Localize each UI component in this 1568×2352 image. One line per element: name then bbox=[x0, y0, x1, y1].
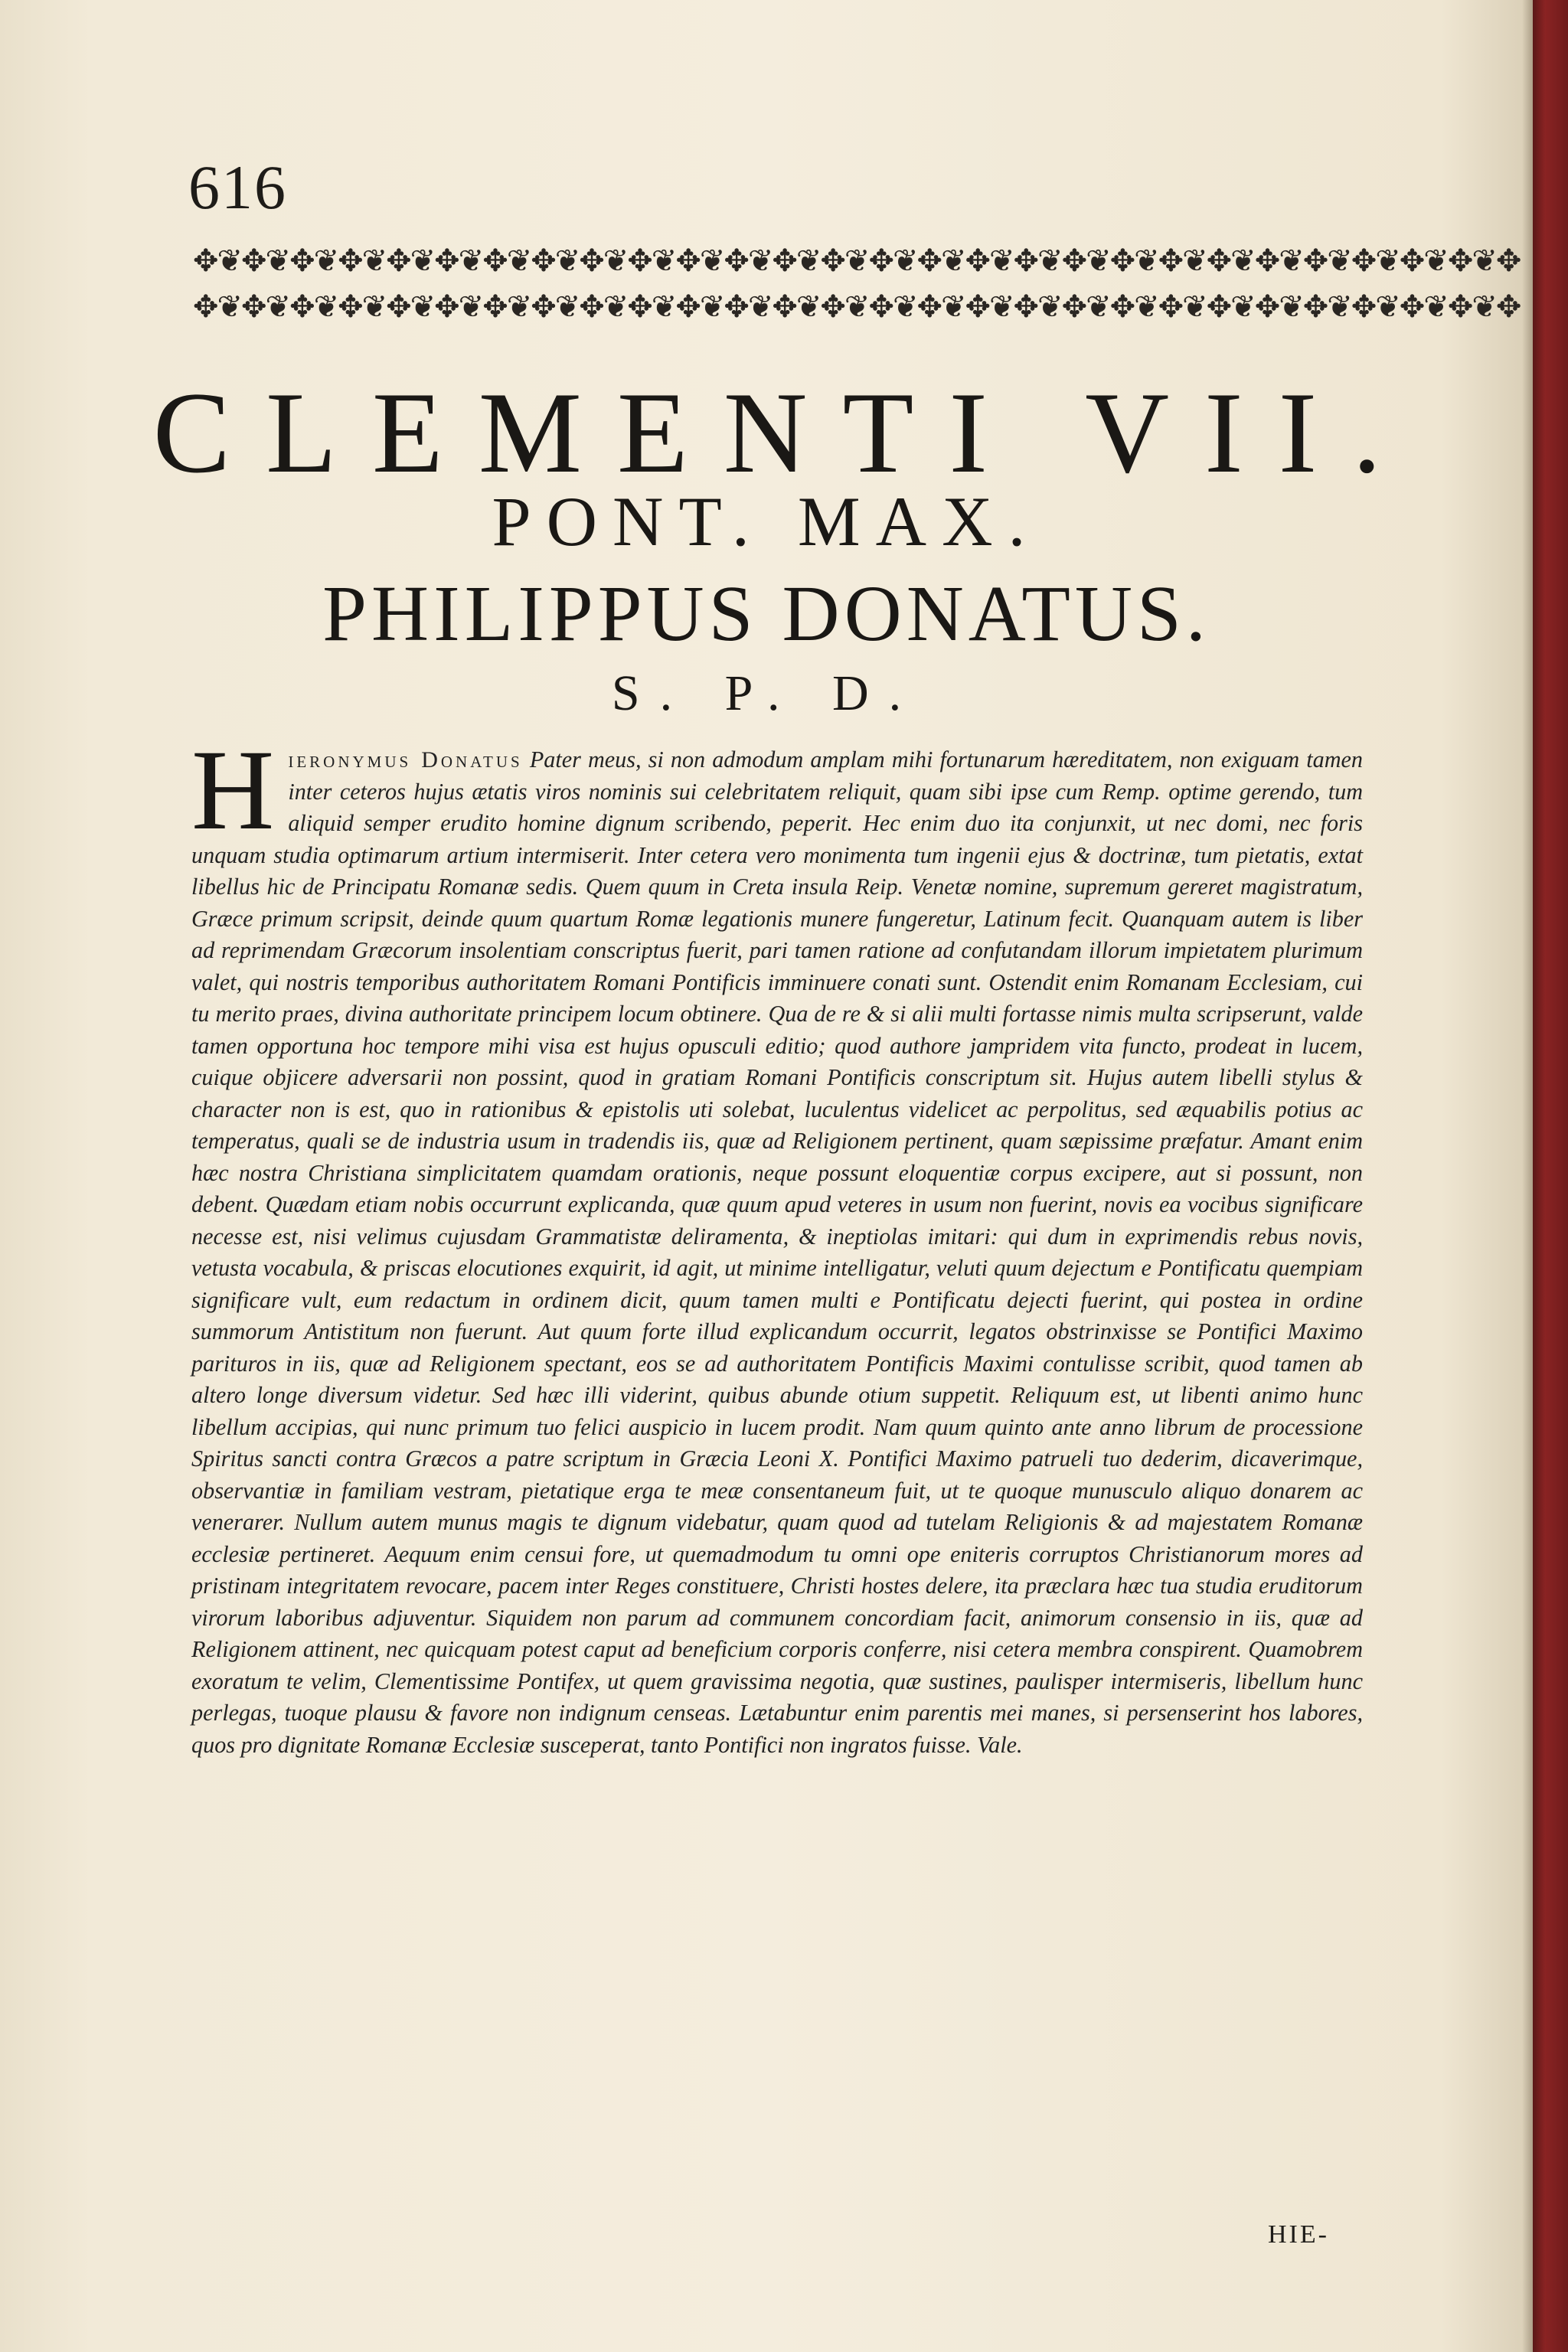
ornament-border-bottom: ✥❦✥❦✥❦✥❦✥❦✥❦✥❦✥❦✥❦✥❦✥❦✥❦✥❦✥❦✥❦✥❦✥❦✥❦✥❦✥❦✥❦✥❦✥❦✥❦✥❦✥❦✥❦✥ bbox=[193, 289, 1521, 324]
drop-cap: H bbox=[191, 727, 275, 854]
heading-salutation: S. P. D. bbox=[611, 665, 922, 721]
heading-recipient: CLEMENTI VII. bbox=[152, 368, 1417, 497]
opening-smallcaps: ieronymus Donatus bbox=[288, 747, 523, 773]
letter-body: Pater meus, si non admodum amplam mihi fortunarum hæreditatem, non exiguam tamen inter ceteros hujus ætatis viros nominis sui celebritatem reliquit, quam sibi ipse cum Remp. optime gerendo, tum aliquid semper erudito homine dignum scribendo, peperit. Hec enim duo ita conjunxit, ut nec domi, nec foris unquam studia optimarum artium intermiserit. Inter cetera vero monimenta tum ingenii ejus & doctrinæ, tum pietatis, extat libellus hic de Principatu Romanæ sedis. Quem quum in Creta insula Reip. Venetæ nomine, supremum gereret magistratum, Græce primum scripsit, deinde quum quartum Romæ legationis munere fungeretur, Latinum fecit. Quanquam autem is liber ad reprimendam Græcorum insolentiam conscriptus fuerit, pari tamen ratione ad confutandam illorum impietatem plurimum valet, qui nostris temporibus authoritatem Romani Pontificis imminuere conati sunt. Ostendit enim Romanam Ecclesiam, cui tu merito praes, divina authoritate principem locum obtinere. Qua de re & si alii multi fortasse nimis multa scripserunt, valde tamen opportuna hoc tempore mihi visa est hujus opusculi editio; quod authore jampridem vita functo, prodeat in lucem, cuique objicere adversarii non possint, quod in gratiam Romani Pontificis conscriptum sit. Hujus autem libelli stylus & character non is est, quo in rationibus & epistolis uti solebat, luculentus videlicet ac perpolitus, sed æquabilis potius ac temperatus, quali se de industria usum in tradendis iis, quæ ad Religionem pertinent, quam sæpissime præfatur. Amant enim hæc nostra Christiana simplicitatem quamdam orationis, neque possunt eloquentiæ corpus excipere, aut si possunt, non debent. Quædam etiam nobis occurrunt explicanda, quæ quum apud veteres in usum non fuerint, novis ea vocibus significare necesse est, nisi velimus cujusdam Grammatistæ deliramenta, & ineptiolas imitari: qui dum in exprimendis rebus novis, vetusta vocabula, & priscas elocutiones exquirit, id agit, ut minime intelligatur, veluti quum dejectum e Pontificatu quempiam significare vult, eum redactum in ordinem dicit, quum tamen multi e Pontificatu dejecti fuerint, qui postea in ordine summorum Antistitum non fuerunt. Aut quum forte illud explicandum occurrit, legatos obstrinxisse se Pontifici Maximo parituros in iis, quæ ad Religionem spectant, eos se ad authoritatem Pontificis Maximi contulisse scribit, quod tamen ab altero longe diversum videtur. Sed hæc illi viderint, quibus abunde otium suppetit. Reliquum est, ut libenti animo hunc libellum accipias, qui nunc primum tuo felici auspicio in lucem prodit. Nam quum quinto ante anno librum de processione Spiritus sancti contra Græcos a patre scriptum in Græcia Leoni X. Pontifici Maximo patrueli tuo dederim, dicaverimque, observantiæ in familiam vestram, pietatique erga te meæ consentaneum fuit, ut te quoque munusculo aliquo donarem ac venerarer. Nullum autem munus magis te dignum videbatur, quam quod ad tutelam Religionis & ad majestatem Romanæ ecclesiæ pertineret. Aequum enim censui fore, ut quemadmodum tu omni ope eniteris corruptos Christianorum mores ad pristinam integritatem revocare, pacem inter Reges constituere, Christi hostes delere, ita præclara hæc tua studia eruditorum virorum laboribus adjuventur. Siquidem non parum ad communem concordiam facit, animorum consensio in iis, quæ ad Religionem attinent, nec quicquam potest caput ad beneficium corporis conferre, nisi cetera membra conspirent. Quamobrem exoratum te velim, Clementissime Pontifex, ut quem gravissima negotia, quæ sustines, paulisper intermiseris, libellum hunc perlegas, tuoque plausu & favore non indignum censeas. Lætabuntur enim parentis mei manes, si persenserint hos labores, quos pro dignitate Romanæ Ecclesiæ susceperat, tanto Pontifici non ingratos fuisse. bbox=[191, 746, 1363, 1758]
dedication-letter bbox=[191, 727, 1363, 1761]
heading-title: PONT. MAX. bbox=[492, 482, 1041, 560]
book-spine bbox=[1533, 0, 1568, 2352]
page-number: 616 bbox=[188, 152, 287, 222]
catchword: HIE- bbox=[1268, 2220, 1329, 2249]
ornament-border-top: ✥❦✥❦✥❦✥❦✥❦✥❦✥❦✥❦✥❦✥❦✥❦✥❦✥❦✥❦✥❦✥❦✥❦✥❦✥❦✥❦✥❦✥❦✥❦✥❦✥❦✥❦✥❦✥ bbox=[193, 243, 1521, 278]
letter-closing: Vale. bbox=[977, 1731, 1023, 1758]
page-gutter-shadow bbox=[1522, 0, 1533, 2352]
heading-author: PHILIPPUS DONATUS. bbox=[322, 570, 1210, 658]
